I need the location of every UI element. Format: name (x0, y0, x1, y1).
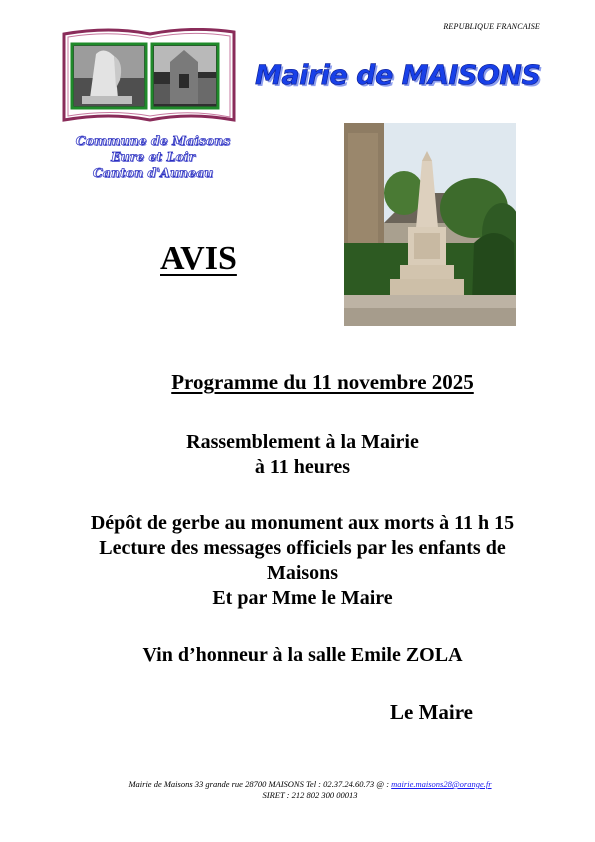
gathering-time: à 11 heures (254, 456, 351, 478)
wreath-line: Dépôt de gerbe au monument aux morts à 11 h 15 (90, 512, 515, 534)
logo-photo-right (152, 44, 218, 108)
logo-line-canton: Canton d'Auneau (92, 165, 214, 180)
program-title: Programme du 11 novembre 2025 (171, 370, 474, 394)
reading-line-mayor: Et par Mme le Maire (212, 587, 393, 609)
war-memorial-photo (344, 123, 516, 326)
footer-email-link[interactable]: mairie.maisons28@orange.fr (391, 779, 492, 789)
gathering-block (0, 430, 595, 480)
gathering-line: Rassemblement à la Mairie (186, 431, 419, 453)
footer-siret: SIRET : 212 802 300 00013 (262, 790, 358, 800)
reading-line: Lecture des messages officiels par les enfants de (99, 537, 506, 559)
logo-photo-left (72, 44, 146, 108)
logo-line-commune: Commune de Maisons (75, 133, 231, 148)
reading-line-town: Maisons (266, 562, 339, 584)
reception-line: Vin d’honneur à la salle Emile ZOLA (142, 644, 463, 666)
footer (60, 779, 560, 801)
town-hall-title: Mairie de MAISONS (255, 60, 541, 91)
signature: Le Maire (390, 700, 473, 724)
republic-header: REPUBLIQUE FRANCAISE (443, 22, 540, 31)
ceremony-block (0, 511, 595, 611)
footer-address-line (60, 779, 560, 790)
notice-heading: AVIS (160, 240, 237, 277)
logo-caption (58, 133, 248, 181)
logo-line-department: Eure et Loir (110, 149, 196, 164)
footer-address: Mairie de Maisons 33 grande rue 28700 MAISONS Tel : 02.37.24.60.73 @ : (128, 779, 390, 789)
